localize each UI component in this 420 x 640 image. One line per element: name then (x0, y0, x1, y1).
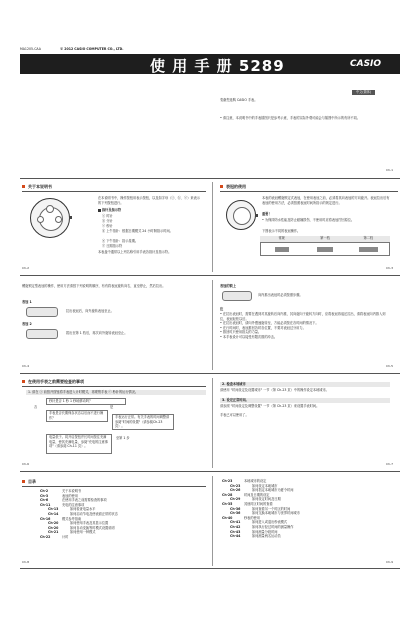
crown-illustration (26, 329, 58, 339)
lock-desc-1: 拉出表冠后，向外旋转表冠至止。 (66, 309, 114, 313)
flow-box-1: 手表是否长期保存状态以后而不进行操作？ (46, 410, 108, 422)
unlock-title: 表冠的锁上 (220, 284, 236, 288)
page-number: Ch-5 (386, 364, 393, 368)
watch-illustration (226, 200, 256, 230)
toc-label: 模式参考指南 (62, 516, 82, 521)
flow-no: 否 (34, 405, 38, 409)
toc-page: Ch-22 (40, 534, 51, 539)
crown-positions-diagram (260, 242, 390, 256)
column-divider (212, 476, 213, 566)
intro-thanks: 衷谢您选购 CASIO 手表。 (220, 98, 258, 102)
divider (20, 568, 400, 569)
about-footer: 本表盘中通常以上列名称引用手表各指针及指示符。 (98, 250, 172, 254)
crown-position-second (359, 247, 378, 252)
about-subtitle (98, 208, 121, 213)
toc-label: 秒表的使用 (244, 515, 260, 520)
table-header-cell: 第二档 (363, 236, 374, 240)
crown (69, 216, 72, 219)
copyright: © 2012 CASIO COMPUTER CO., LTD. (60, 47, 124, 51)
divider (22, 486, 206, 487)
flow-question: 秒针是否 1 秒 1 秒地移动吗？ (46, 398, 126, 405)
toc-page: Ch-29 (230, 497, 241, 502)
toc-label: 如何自动变换等时模式设置说明 (70, 525, 115, 530)
crown-note: • 为保持防水性能及防止碰撞损伤，不使用时应将表冠拧回原位。 (262, 218, 355, 222)
toc-page: Ch-2 (40, 489, 49, 493)
important-label: 重要！ (262, 212, 272, 216)
toc-label: 如何设定时间及日期 (252, 497, 281, 502)
toc-entry[interactable] (222, 534, 394, 539)
toc-page: Ch-21 (48, 530, 59, 535)
legend-item: ⓑ 分针 (102, 219, 113, 223)
toc-page: Ch-36 (230, 506, 241, 511)
notes-title: 注 (220, 307, 224, 311)
toc-label: 如何测量两名运动员 (252, 534, 281, 539)
unlock-notes: • 在拉出表冠时，需要在遇到对其旋转后向内推，其向旋向于旋转方向时，应将表冠再返还拉出，请将表冠向内推入到位，表冠轻松以后。 • 在拉出表冠时，请向外慢速旋转至，方能必须按在各时间的情况下。 • 在行时间时，表冠推回各时各位置，不要对表冠过分用力。 • 推回时只使用指尖的力量。 • 本手表设计可以接受有限次数的冲击。 (220, 312, 386, 339)
toc-label: 如何使用手表及其显示位置 (70, 521, 109, 526)
divider (20, 471, 400, 472)
toc-label: 时间及日期的设定 (244, 492, 270, 497)
toc-page: Ch-41 (230, 520, 241, 525)
toc-left (40, 489, 210, 540)
intro-note: • 请注意，本说明书中的手表插图只是参考示意，手表的实际外观可能会与插图中所示的有所不同。 (220, 116, 360, 120)
toc-page: Ch-28 (222, 492, 233, 497)
crown-illustration (222, 291, 252, 301)
toc-page: Ch-26 (230, 488, 241, 493)
step-2-body: 请使用 "时间设定及设置城市" 一节（第 Ch-23 页）中的操作设定本地城市。 (220, 388, 329, 392)
subdial (46, 205, 54, 213)
lock-desc-2: 拔出至第 1 档后，再次向外旋转表冠至止。 (66, 331, 128, 335)
toc-page: Ch-35 (222, 501, 233, 506)
divider (20, 178, 400, 179)
toc-page: Ch-36 (230, 511, 241, 516)
step-3-body: 请参照 "时间设定及调整设置" 一节（第 Ch-23 页）来设置手表时间。 (220, 404, 320, 408)
toc-label: 如何交换本地城市与世界时间城市 (252, 511, 300, 516)
toc-label: 如何测量分段时间 (252, 529, 278, 534)
toc-title: 目录 (22, 479, 36, 485)
table-caption: 下图表示不同的表冠操作。 (262, 229, 301, 233)
page-number: Ch-1 (386, 168, 393, 172)
divider (22, 386, 206, 387)
divider (20, 373, 400, 374)
toc-page: Ch-16 (40, 516, 51, 521)
toc-label: 充电的注意事项 (62, 502, 85, 507)
page-number: Ch-3 (386, 266, 393, 270)
toc-label: 如何进入或退出秒表模式 (252, 520, 288, 525)
toc-label: 如何使用一种模式 (70, 530, 96, 535)
toc-page: Ch-6 (40, 498, 49, 503)
legend-item: ⓔ 下午指针：指示星期。 (102, 239, 139, 243)
lock-label-1: 表冠 1 (22, 300, 32, 304)
manual-title: 使 用 手 册 5289 (150, 57, 285, 75)
doc-code: MA1205-CAA (20, 47, 41, 51)
lock-text: 螺旋锁定型表冠的操作，使用方法请按下列说明的顺序，有有将表冠旋转向右，直至停止，然后拉出。 (22, 284, 166, 288)
toc-entry[interactable] (40, 535, 210, 540)
toc-page: Ch-23 (230, 483, 241, 488)
column-divider (212, 378, 213, 468)
crown-position-normal (275, 247, 289, 252)
page-number: Ch-8 (22, 560, 29, 564)
step-1: 1. 请在 ⓐ 前按开按钮将手表进入计时模式，再观察手表 ⓒ 秒针的运行情况。 (26, 390, 206, 395)
toc-page: Ch-40 (222, 515, 233, 520)
crown-body: 本表的表冠螺旋锁定式表冠，在使用表冠之前，必须将其向表冠的方向旋开。表冠拉出后有表冠的使用方法，必须按照表冠时间所指示的规定进行。 (262, 196, 390, 205)
step-3-title: 3. 设定正常时间。 (220, 398, 390, 403)
table-header-cell: 常规 (278, 236, 285, 240)
toc-label: 如何启动节电及使表面正常的状态 (70, 511, 118, 516)
divider (22, 191, 206, 192)
toc-page: Ch-42 (230, 524, 241, 529)
toc-page: Ch-3 (40, 493, 49, 498)
prep-title: 在使用手表之前需要检查的事项 (22, 379, 84, 385)
toc-label: 如何检查电量水平 (70, 507, 96, 512)
divider (20, 275, 400, 276)
toc-label: 计时 (62, 534, 69, 539)
about-body: 在本说明书中，操作按钮用表示按钮，以及如字母（ⓐ、ⓑ、ⓒ）来表示的下列按钮进行。 (98, 196, 200, 205)
toc-label: 表冠的使用 (62, 493, 78, 498)
legend-item: ⓐ 时针 (102, 214, 113, 218)
toc-label: 如何执行经过时间的测量操作 (252, 524, 294, 529)
unlock-desc: 向内推出表冠时必须按照步骤。 (258, 293, 303, 297)
toc-label: 如何设定本地城市 (252, 483, 278, 488)
subdial (55, 216, 62, 223)
toc-label: 本地城市的设定 (244, 479, 267, 483)
title-banner (20, 54, 400, 74)
step-2-title: 2. 检查本地城市 (220, 382, 390, 387)
legend-item: ⓓ 上午指针：根据日期模式 24 小时制指示时间。 (102, 229, 173, 233)
bullet (98, 209, 101, 212)
divider (220, 191, 398, 192)
flow-box-2: 手表运行正常。有关手表的时间调整请参阅"时间的设置"（请参阅Ch-23 页）。 (112, 414, 174, 430)
toc-label: 如何查看另一个时区的时间 (252, 506, 291, 511)
toc-page: Ch-44 (230, 534, 241, 539)
toc-label: 在使用手表之前需要检查的事项 (62, 498, 107, 503)
legend-item: ⓕ 日期指示符 (102, 244, 123, 248)
toc-page: Ch-43 (230, 529, 241, 534)
page-number: Ch-6 (22, 462, 29, 466)
watch-illustration (30, 198, 70, 238)
about-title: 关于本说明书 (22, 184, 52, 190)
flow-next: 至第 1 步 (116, 436, 130, 440)
column-divider (212, 182, 213, 272)
toc-page: Ch-20 (48, 521, 59, 526)
toc-label: 如何指定本地城市为夏令时间 (252, 488, 294, 493)
toc-page: Ch-13 (48, 507, 59, 512)
crown-illustration (26, 307, 58, 317)
casio-logo: CASIO (350, 59, 382, 69)
toc-page: Ch-23 (222, 479, 233, 483)
table-header-cell: 第一档 (320, 236, 330, 240)
about-subtitle-text: 指针及指示符 (102, 208, 122, 212)
toc-page: Ch-14 (48, 511, 59, 516)
toc-label: 其他时区时间的查看 (244, 501, 273, 506)
crown-title: 表冠的使用 (220, 184, 246, 190)
flow-box-3: 电量低于。同开启按钮并长时间按住充满电量，使其充满电量，参阅"充电的注意事项"（请参阅 Ch-11 页）。 (46, 434, 112, 454)
flow-yes: 是 (110, 405, 114, 409)
crown-position-first (317, 247, 333, 252)
subdial (37, 216, 44, 223)
toc-label: 关于本说明书 (62, 489, 82, 493)
page-number: Ch-2 (22, 266, 29, 270)
column-divider (212, 280, 213, 370)
page-number: Ch-4 (22, 364, 29, 368)
language-tab: 中文(简体) (352, 90, 375, 95)
crown (255, 214, 258, 217)
page-number: Ch-9 (386, 560, 393, 564)
page-number: Ch-7 (386, 462, 393, 466)
toc-page: Ch-20 (48, 525, 59, 530)
toc-page: Ch-11 (40, 502, 51, 507)
step-3-tail: 手表已可以使用了。 (220, 413, 249, 417)
legend-item: ⓒ 秒针 (102, 224, 113, 228)
toc-right (222, 479, 394, 539)
lock-label-2: 表冠 2 (22, 322, 32, 326)
